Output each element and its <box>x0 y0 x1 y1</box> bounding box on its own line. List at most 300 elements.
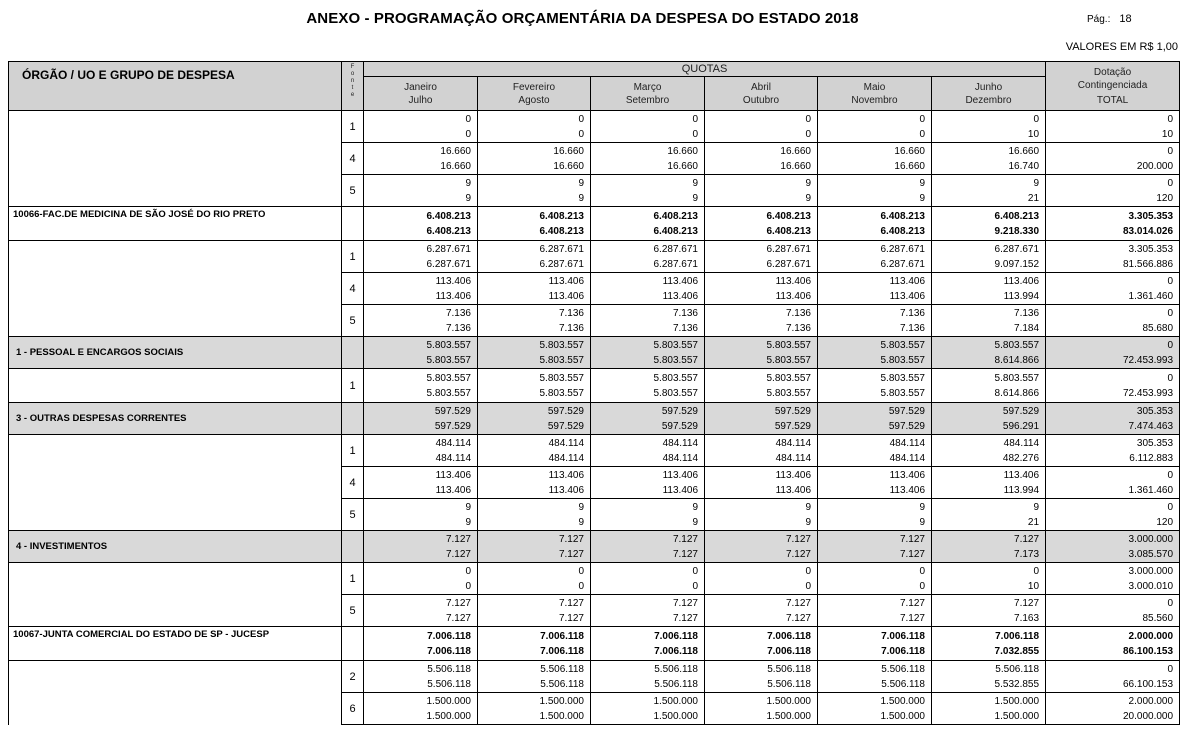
value-top: 113.406 <box>1003 275 1040 287</box>
value-top: 305.353 <box>1136 437 1174 449</box>
value-top: 0 <box>692 113 698 125</box>
value-bottom: 0 <box>919 128 925 140</box>
value-cell <box>818 369 932 403</box>
value-top: 5.803.557 <box>426 339 471 351</box>
value-top: 484.114 <box>889 437 925 449</box>
fonte-cell: 4 <box>342 143 364 175</box>
row-label <box>9 563 342 627</box>
value-cell <box>932 273 1046 305</box>
value-bottom: 482.276 <box>1002 452 1040 464</box>
value-bottom: 7.006.118 <box>540 645 584 657</box>
row-label <box>9 661 342 725</box>
value-bottom: 484.114 <box>548 452 584 464</box>
value-bottom: 9 <box>578 192 584 204</box>
value-cell <box>591 499 705 531</box>
value-top: 0 <box>1167 113 1174 125</box>
value-cell <box>818 595 932 627</box>
value-cell <box>1046 563 1180 595</box>
value-top: 484.114 <box>1003 437 1040 449</box>
value-bottom: 7.127 <box>558 548 584 560</box>
value-bottom: 5.803.557 <box>426 387 471 399</box>
value-top: 0 <box>805 565 811 577</box>
value-bottom: 5.803.557 <box>653 387 698 399</box>
value-bottom: 8.614.866 <box>994 354 1040 366</box>
value-bottom: 9 <box>465 516 471 528</box>
fonte-cell: 5 <box>342 595 364 627</box>
value-top: 1.500.000 <box>426 695 471 707</box>
value-top: 597.529 <box>774 405 811 417</box>
value-bottom: 3.000.010 <box>1128 580 1174 592</box>
value-bottom: 1.500.000 <box>766 710 811 722</box>
value-top: 1.500.000 <box>653 695 698 707</box>
value-cell <box>932 595 1046 627</box>
value-bottom: 0 <box>465 580 471 592</box>
fonte-cell <box>342 207 364 241</box>
value-cell <box>818 207 932 241</box>
page-label: Pág.: <box>1087 14 1111 25</box>
value-bottom: 16.660 <box>894 160 925 172</box>
value-bottom: 6.112.883 <box>1129 452 1174 464</box>
value-top: 9 <box>465 501 471 513</box>
value-cell <box>932 499 1046 531</box>
row-label: 10066-FAC.DE MEDICINA DE SÃO JOSÉ DO RIO PRETO <box>9 207 342 241</box>
value-bottom: 484.114 <box>662 452 698 464</box>
value-bottom: 597.529 <box>434 420 471 432</box>
value-cell <box>364 273 478 305</box>
fonte-cell: 5 <box>342 499 364 531</box>
value-bottom: 5.803.557 <box>539 387 584 399</box>
col-header-dotacao: Dotação Contingenciada TOTAL <box>1046 62 1180 111</box>
report-title: ANEXO - PROGRAMAÇÃO ORÇAMENTÁRIA DA DESPESA DO ESTADO 2018 <box>306 10 859 27</box>
value-bottom: 113.406 <box>435 290 471 302</box>
value-cell <box>591 369 705 403</box>
value-cell <box>705 111 818 143</box>
row-label: 10067-JUNTA COMERCIAL DO ESTADO DE SP - JUCESP <box>9 627 342 661</box>
value-bottom: 9 <box>692 516 698 528</box>
value-bottom: 10 <box>1027 128 1040 140</box>
value-top: 6.408.213 <box>766 210 811 222</box>
value-bottom: 7.127 <box>558 612 584 624</box>
value-top: 7.127 <box>899 597 925 609</box>
value-cell <box>478 273 591 305</box>
value-cell <box>364 305 478 337</box>
value-top: 2.000.000 <box>1128 630 1174 642</box>
value-cell <box>478 435 591 467</box>
value-cell <box>591 241 705 273</box>
value-top: 484.114 <box>775 437 811 449</box>
value-top: 7.127 <box>445 597 471 609</box>
value-cell <box>932 403 1046 435</box>
value-cell <box>932 435 1046 467</box>
table-row <box>9 435 1180 467</box>
value-bottom: 596.291 <box>1002 420 1040 432</box>
value-top: 1.500.000 <box>766 695 811 707</box>
value-bottom: 597.529 <box>661 420 698 432</box>
value-top: 7.127 <box>672 533 698 545</box>
value-cell <box>364 337 478 369</box>
value-top: 16.660 <box>667 145 698 157</box>
value-top: 113.406 <box>435 275 471 287</box>
value-top: 1.500.000 <box>880 695 925 707</box>
value-cell <box>478 661 591 693</box>
value-cell <box>705 693 818 725</box>
value-top: 0 <box>465 113 471 125</box>
value-cell <box>705 595 818 627</box>
fonte-cell <box>342 403 364 435</box>
value-top: 7.127 <box>1014 597 1040 609</box>
value-cell <box>818 337 932 369</box>
value-top: 0 <box>692 565 698 577</box>
value-cell <box>478 531 591 563</box>
value-top: 16.660 <box>1008 145 1040 157</box>
value-cell <box>364 241 478 273</box>
row-label: 3 - OUTRAS DESPESAS CORRENTES <box>9 403 342 435</box>
page-number: 18 <box>1119 13 1132 25</box>
value-cell <box>1046 207 1180 241</box>
row-label <box>9 369 342 403</box>
value-top: 0 <box>1167 597 1174 609</box>
value-top: 0 <box>578 113 584 125</box>
value-top: 0 <box>1167 663 1174 675</box>
value-top: 7.136 <box>785 307 811 319</box>
value-cell <box>818 143 932 175</box>
table-row <box>9 403 1180 435</box>
value-cell <box>818 175 932 207</box>
value-cell <box>591 403 705 435</box>
value-cell <box>932 241 1046 273</box>
value-bottom: 7.127 <box>899 548 925 560</box>
value-cell <box>364 111 478 143</box>
value-cell <box>591 435 705 467</box>
value-bottom: 7.032.855 <box>994 645 1040 657</box>
value-top: 0 <box>1167 275 1174 287</box>
value-top: 597.529 <box>1002 405 1040 417</box>
value-bottom: 7.474.463 <box>1128 420 1174 432</box>
fonte-cell: 6 <box>342 693 364 725</box>
value-top: 5.506.118 <box>427 663 471 675</box>
value-cell <box>932 175 1046 207</box>
value-bottom: 16.660 <box>780 160 811 172</box>
value-top: 5.803.557 <box>653 339 698 351</box>
value-bottom: 5.803.557 <box>880 387 925 399</box>
value-bottom: 8.614.866 <box>994 387 1040 399</box>
value-top: 5.803.557 <box>426 372 471 384</box>
value-bottom: 85.680 <box>1142 322 1174 334</box>
value-bottom: 113.406 <box>435 484 471 496</box>
value-cell <box>478 467 591 499</box>
value-top: 6.287.671 <box>994 243 1040 255</box>
value-cell <box>591 175 705 207</box>
fonte-cell: 1 <box>342 563 364 595</box>
value-bottom: 113.406 <box>889 290 925 302</box>
value-top: 0 <box>1167 177 1174 189</box>
value-top: 1.500.000 <box>539 695 584 707</box>
value-cell <box>932 207 1046 241</box>
value-cell <box>818 467 932 499</box>
table-row <box>9 563 1180 595</box>
value-bottom: 9 <box>919 192 925 204</box>
value-top: 5.506.118 <box>767 663 811 675</box>
value-top: 1.500.000 <box>994 695 1040 707</box>
value-cell <box>705 531 818 563</box>
fonte-cell: 1 <box>342 241 364 273</box>
fonte-cell: 5 <box>342 175 364 207</box>
value-top: 0 <box>1167 145 1174 157</box>
value-top: 3.000.000 <box>1128 533 1174 545</box>
value-bottom: 9 <box>805 516 811 528</box>
value-bottom: 72.453.993 <box>1122 387 1174 399</box>
value-cell <box>932 693 1046 725</box>
value-top: 597.529 <box>547 405 584 417</box>
value-top: 6.287.671 <box>653 243 698 255</box>
value-cell <box>932 627 1046 661</box>
value-top: 597.529 <box>434 405 471 417</box>
value-cell <box>705 403 818 435</box>
value-cell <box>818 111 932 143</box>
fonte-cell: 1 <box>342 111 364 143</box>
value-bottom: 484.114 <box>435 452 471 464</box>
value-cell <box>478 111 591 143</box>
value-bottom: 7.136 <box>445 322 471 334</box>
value-bottom: 5.803.557 <box>766 354 811 366</box>
value-bottom: 7.127 <box>899 612 925 624</box>
value-top: 7.136 <box>445 307 471 319</box>
value-bottom: 597.529 <box>774 420 811 432</box>
value-top: 16.660 <box>440 145 471 157</box>
value-cell <box>932 563 1046 595</box>
value-top: 305.353 <box>1136 405 1174 417</box>
value-cell <box>591 337 705 369</box>
value-top: 6.287.671 <box>539 243 584 255</box>
value-cell <box>818 241 932 273</box>
value-top: 7.127 <box>899 533 925 545</box>
value-top: 3.305.353 <box>1128 243 1174 255</box>
value-top: 9 <box>578 177 584 189</box>
value-bottom: 6.408.213 <box>653 225 698 237</box>
value-bottom: 83.014.026 <box>1122 225 1174 237</box>
value-cell <box>364 207 478 241</box>
value-cell <box>1046 403 1180 435</box>
table-row <box>9 207 1180 241</box>
value-bottom: 7.136 <box>899 322 925 334</box>
value-top: 5.506.118 <box>995 663 1040 675</box>
value-bottom: 0 <box>692 128 698 140</box>
value-bottom: 7.006.118 <box>654 645 698 657</box>
value-bottom: 5.803.557 <box>426 354 471 366</box>
value-cell <box>705 499 818 531</box>
value-bottom: 9 <box>805 192 811 204</box>
col-header-month: Maio Novembro <box>818 77 932 111</box>
value-bottom: 9 <box>919 516 925 528</box>
value-cell <box>705 627 818 661</box>
value-bottom: 6.287.671 <box>880 258 925 270</box>
value-cell <box>1046 369 1180 403</box>
value-cell <box>1046 175 1180 207</box>
value-bottom: 0 <box>578 128 584 140</box>
value-cell <box>591 563 705 595</box>
value-top: 5.803.557 <box>880 339 925 351</box>
value-top: 7.127 <box>785 597 811 609</box>
value-top: 113.406 <box>889 469 925 481</box>
value-bottom: 7.136 <box>672 322 698 334</box>
value-top: 9 <box>692 501 698 513</box>
value-top: 16.660 <box>894 145 925 157</box>
value-bottom: 120 <box>1156 516 1174 528</box>
value-bottom: 6.408.213 <box>880 225 925 237</box>
value-cell <box>364 143 478 175</box>
value-cell <box>591 531 705 563</box>
value-bottom: 16.660 <box>440 160 471 172</box>
value-bottom: 21 <box>1027 516 1040 528</box>
table-row <box>9 661 1180 693</box>
value-bottom: 1.500.000 <box>539 710 584 722</box>
value-top: 16.660 <box>780 145 811 157</box>
value-cell <box>1046 595 1180 627</box>
value-cell <box>478 337 591 369</box>
value-cell <box>591 111 705 143</box>
value-bottom: 16.740 <box>1008 160 1040 172</box>
value-top: 113.406 <box>435 469 471 481</box>
value-cell <box>818 499 932 531</box>
value-top: 5.803.557 <box>880 372 925 384</box>
value-cell <box>591 207 705 241</box>
value-top: 7.127 <box>785 533 811 545</box>
col-header-orgao: ÓRGÃO / UO E GRUPO DE DESPESA <box>9 62 342 111</box>
value-top: 5.803.557 <box>539 372 584 384</box>
value-bottom: 86.100.153 <box>1122 645 1174 657</box>
value-bottom: 7.006.118 <box>881 645 925 657</box>
table-row <box>9 531 1180 563</box>
value-cell <box>364 595 478 627</box>
value-bottom: 7.006.118 <box>427 645 471 657</box>
budget-table <box>8 61 1180 725</box>
value-top: 0 <box>805 113 811 125</box>
value-top: 5.803.557 <box>766 372 811 384</box>
value-bottom: 113.994 <box>1003 290 1040 302</box>
value-top: 16.660 <box>553 145 584 157</box>
row-label <box>9 241 342 337</box>
value-cell <box>932 305 1046 337</box>
value-cell <box>1046 693 1180 725</box>
value-cell <box>705 435 818 467</box>
value-cell <box>1046 273 1180 305</box>
value-bottom: 7.127 <box>672 548 698 560</box>
value-top: 9 <box>578 501 584 513</box>
value-cell <box>705 207 818 241</box>
value-top: 0 <box>919 113 925 125</box>
row-label <box>9 435 342 531</box>
value-bottom: 1.500.000 <box>653 710 698 722</box>
col-header-fonte: F o n t e <box>342 62 364 111</box>
value-top: 597.529 <box>888 405 925 417</box>
value-cell <box>1046 241 1180 273</box>
table-row <box>9 627 1180 661</box>
value-cell <box>478 499 591 531</box>
value-bottom: 9 <box>692 192 698 204</box>
value-cell <box>591 661 705 693</box>
fonte-cell <box>342 531 364 563</box>
value-top: 0 <box>578 565 584 577</box>
value-top: 5.506.118 <box>654 663 698 675</box>
value-cell <box>705 241 818 273</box>
fonte-cell <box>342 627 364 661</box>
value-top: 484.114 <box>548 437 584 449</box>
value-top: 7.006.118 <box>540 630 584 642</box>
value-bottom: 9 <box>578 516 584 528</box>
value-cell <box>478 627 591 661</box>
value-top: 7.136 <box>1014 307 1040 319</box>
value-cell <box>818 627 932 661</box>
value-top: 0 <box>465 565 471 577</box>
value-cell <box>591 467 705 499</box>
value-bottom: 1.361.460 <box>1128 484 1174 496</box>
value-cell <box>932 337 1046 369</box>
value-bottom: 9.218.330 <box>994 225 1040 237</box>
value-cell <box>591 595 705 627</box>
value-bottom: 3.085.570 <box>1128 548 1174 560</box>
value-top: 113.406 <box>548 275 584 287</box>
value-bottom: 6.287.671 <box>426 258 471 270</box>
value-bottom: 484.114 <box>889 452 925 464</box>
value-bottom: 6.408.213 <box>766 225 811 237</box>
value-cell <box>705 305 818 337</box>
value-bottom: 597.529 <box>888 420 925 432</box>
value-top: 6.408.213 <box>653 210 698 222</box>
value-bottom: 113.406 <box>775 290 811 302</box>
value-cell <box>364 403 478 435</box>
value-bottom: 0 <box>805 128 811 140</box>
fonte-cell: 5 <box>342 305 364 337</box>
value-bottom: 1.361.460 <box>1128 290 1174 302</box>
value-top: 9 <box>919 177 925 189</box>
value-top: 484.114 <box>662 437 698 449</box>
value-top: 0 <box>1167 372 1174 384</box>
value-bottom: 72.453.993 <box>1122 354 1174 366</box>
value-bottom: 5.532.855 <box>994 678 1040 690</box>
row-label: 4 - INVESTIMENTOS <box>9 531 342 563</box>
value-top: 113.406 <box>662 275 698 287</box>
value-bottom: 5.803.557 <box>880 354 925 366</box>
value-top: 7.006.118 <box>767 630 811 642</box>
col-header-month: Fevereiro Agosto <box>478 77 591 111</box>
value-cell <box>478 143 591 175</box>
value-cell <box>1046 661 1180 693</box>
value-cell <box>478 595 591 627</box>
value-cell <box>364 661 478 693</box>
value-top: 0 <box>1033 113 1040 125</box>
value-cell <box>705 369 818 403</box>
value-cell <box>364 531 478 563</box>
value-top: 113.406 <box>662 469 698 481</box>
value-bottom: 113.406 <box>889 484 925 496</box>
value-top: 5.803.557 <box>994 372 1040 384</box>
table-header <box>9 62 1180 77</box>
value-bottom: 9.097.152 <box>994 258 1040 270</box>
value-cell <box>1046 435 1180 467</box>
value-bottom: 5.506.118 <box>540 678 584 690</box>
value-bottom: 5.803.557 <box>766 387 811 399</box>
value-top: 0 <box>1033 565 1040 577</box>
col-header-month: Abril Outubro <box>705 77 818 111</box>
value-top: 7.127 <box>672 597 698 609</box>
value-top: 113.406 <box>548 469 584 481</box>
value-top: 113.406 <box>1003 469 1040 481</box>
value-bottom: 7.173 <box>1014 548 1040 560</box>
value-bottom: 7.127 <box>672 612 698 624</box>
value-cell <box>932 369 1046 403</box>
value-top: 9 <box>692 177 698 189</box>
value-bottom: 85.560 <box>1142 612 1174 624</box>
